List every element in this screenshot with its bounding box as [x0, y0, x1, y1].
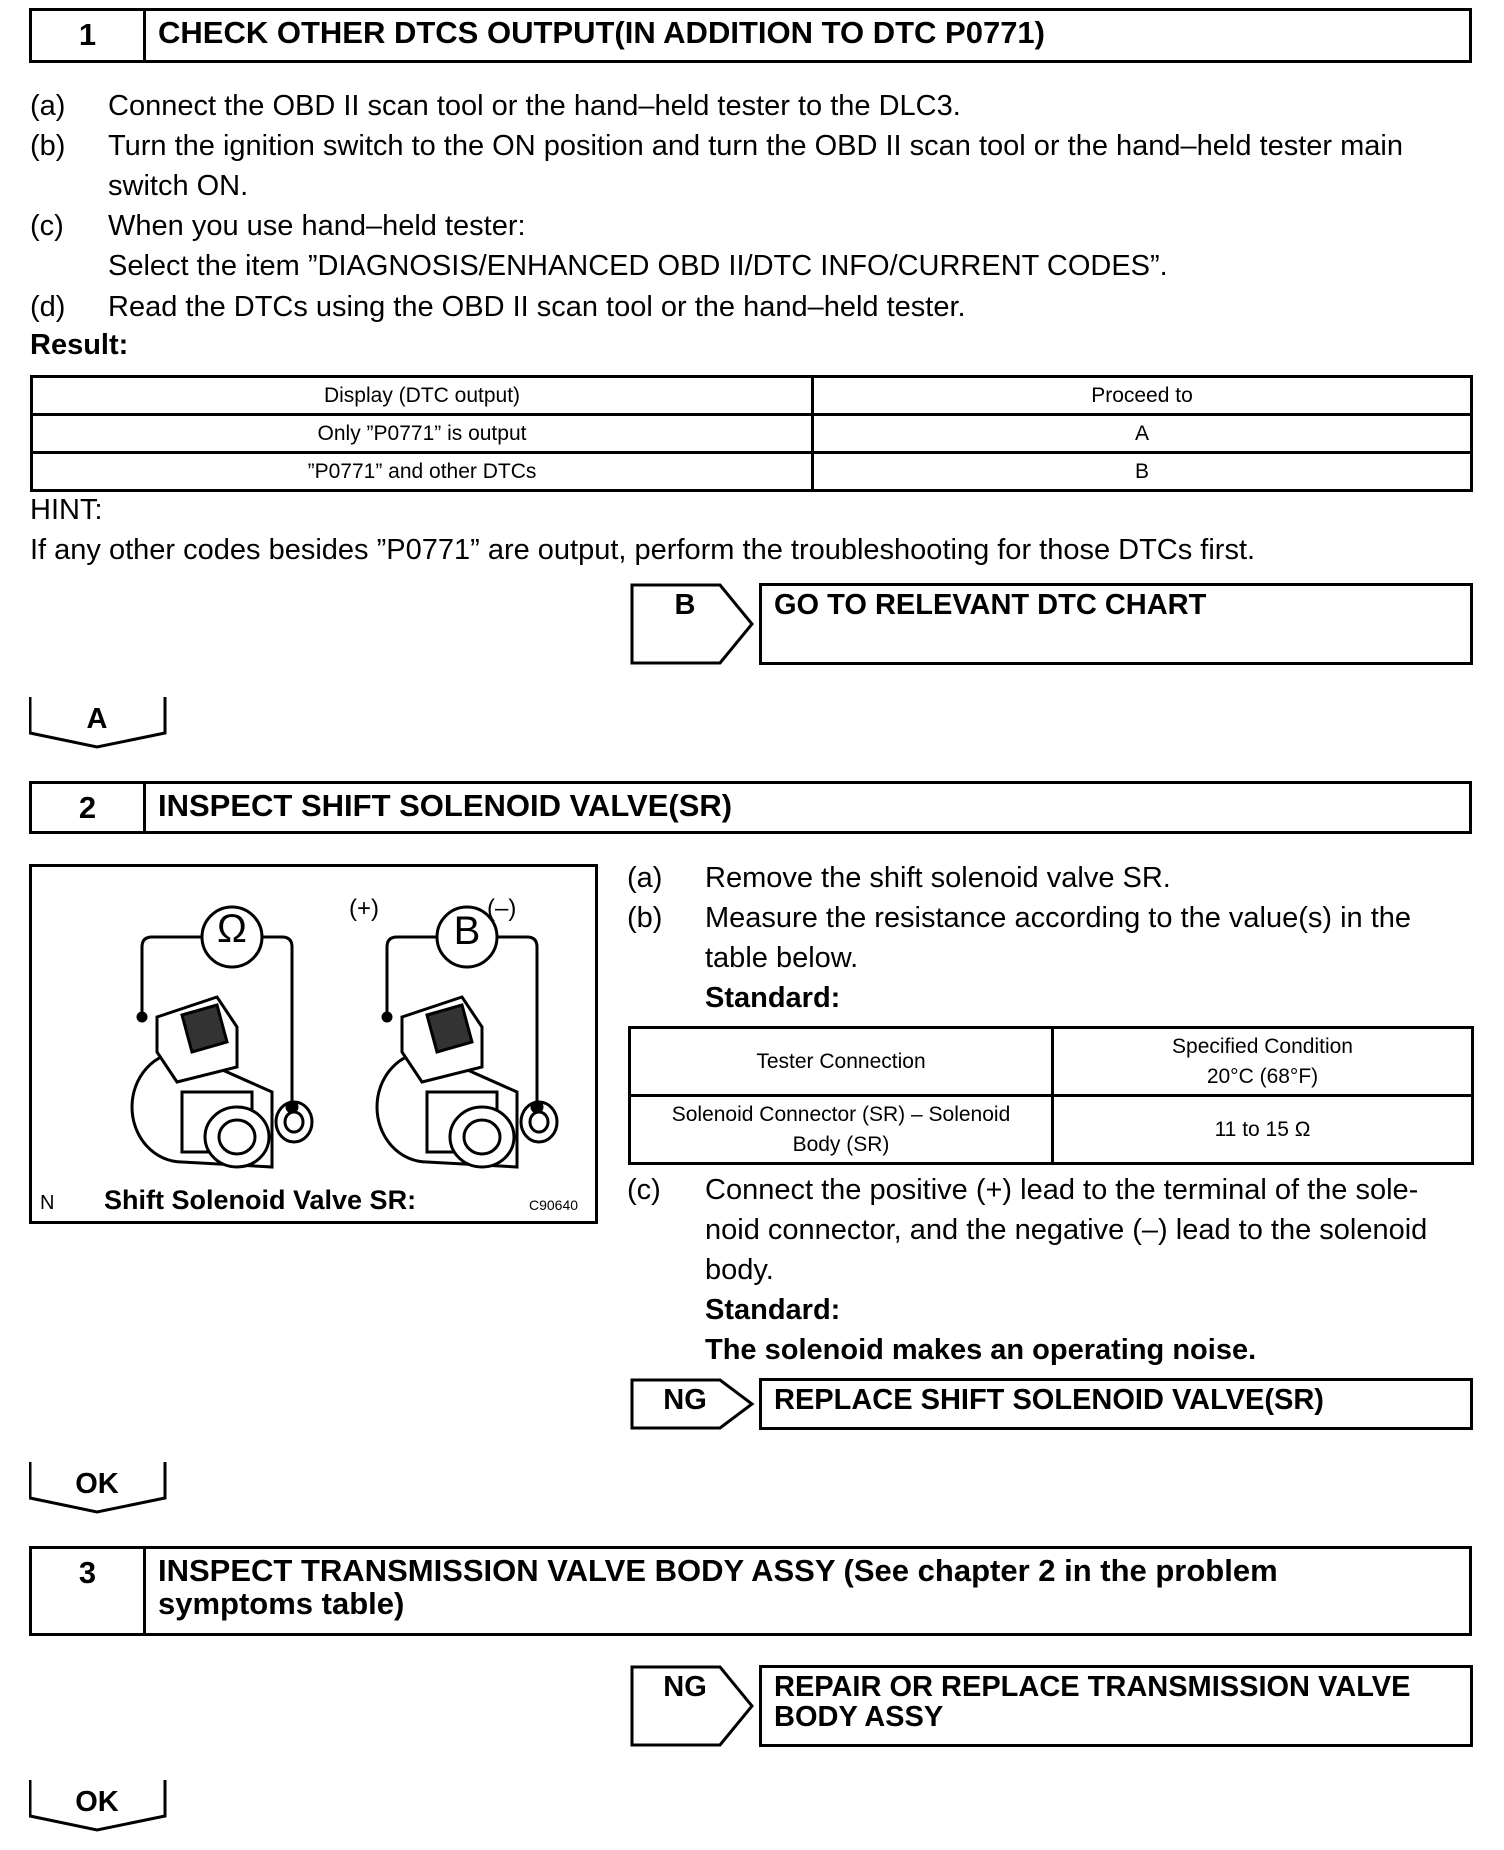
solenoid-figure	[29, 864, 598, 1224]
instruction-b: (b) Turn the ignition switch to the ON position and turn the OBD II scan tool or the hand–held tester main switch ON.	[30, 130, 1403, 202]
ohm-symbol: Ω	[217, 907, 247, 951]
figure-code: C90640	[529, 1197, 579, 1213]
branch-code: B	[674, 589, 696, 621]
table-header: Proceed to	[813, 377, 1472, 415]
table-header: Specified Condition 20°C (68°F)	[1053, 1028, 1473, 1096]
branch-b[interactable]	[630, 583, 1473, 665]
battery-symbol: B	[453, 909, 481, 953]
step-title: CHECK OTHER DTCS OUTPUT(IN ADDITION TO DTC P0771)	[158, 15, 1045, 50]
figure-caption: Shift Solenoid Valve SR:	[104, 1185, 417, 1215]
branch-ng[interactable]	[630, 1665, 1473, 1747]
branch-destination: GO TO RELEVANT DTC CHART	[759, 583, 1473, 665]
step-1-header	[29, 8, 1472, 63]
proceed-ok[interactable]: OK	[29, 1780, 169, 1832]
step-2-header	[29, 781, 1472, 834]
step-title: INSPECT SHIFT SOLENOID VALVE(SR)	[158, 788, 733, 823]
table-cell: Solenoid Connector (SR) – Solenoid Body (SR)	[630, 1096, 1053, 1164]
branch-ng[interactable]	[630, 1378, 1473, 1430]
result-table	[30, 375, 1473, 492]
proceed-ok[interactable]: OK	[29, 1462, 169, 1514]
table-cell: 11 to 15 Ω	[1053, 1096, 1473, 1164]
instruction-c: (c) When you use hand–held tester: Select the item ”DIAGNOSIS/ENHANCED OBD II/DTC INFO/CURRENT CODES”.	[30, 210, 1168, 282]
branch-code: NG	[663, 1671, 707, 1703]
table-header: Tester Connection	[630, 1028, 1053, 1096]
step-number: 3	[32, 1549, 146, 1633]
step-number: 2	[32, 784, 146, 831]
plus-label: (+)	[349, 895, 379, 922]
instruction-c: (c) Connect the positive (+) lead to the terminal of the sole- noid connector, and the negative (–) lead to the solenoid body.	[627, 1174, 1428, 1286]
standard-label: Standard:	[705, 1294, 841, 1326]
proceed-a[interactable]: A	[29, 697, 169, 749]
standard-table	[628, 1026, 1474, 1165]
table-cell: A	[813, 415, 1472, 453]
table-cell: Only ”P0771” is output	[32, 415, 813, 453]
hint-label: HINT:	[30, 494, 103, 526]
instruction-a: (a) Connect the OBD II scan tool or the hand–held tester to the DLC3.	[30, 90, 961, 122]
hint-text: If any other codes besides ”P0771” are output, perform the troubleshooting for those DTCs first.	[30, 534, 1256, 566]
branch-destination: REPAIR OR REPLACE TRANSMISSION VALVE BODY ASSY	[759, 1665, 1473, 1747]
step-title: INSPECT TRANSMISSION VALVE BODY ASSY (See chapter 2 in the problem symptoms table)	[158, 1553, 1278, 1621]
branch-destination: REPLACE SHIFT SOLENOID VALVE(SR)	[759, 1378, 1473, 1430]
step-3-header	[29, 1546, 1472, 1636]
instruction-b: (b) Measure the resistance according to the value(s) in the table below.	[627, 902, 1412, 974]
table-header: Display (DTC output)	[32, 377, 813, 415]
figure-corner-letter: N	[40, 1192, 55, 1214]
standard-text: The solenoid makes an operating noise.	[705, 1334, 1257, 1366]
branch-code: NG	[663, 1384, 707, 1416]
standard-label: Standard:	[705, 982, 841, 1014]
result-label: Result:	[30, 329, 129, 361]
instruction-a: (a) Remove the shift solenoid valve SR.	[627, 862, 1171, 894]
instruction-d: (d) Read the DTCs using the OBD II scan tool or the hand–held tester.	[30, 291, 966, 323]
table-cell: ”P0771” and other DTCs	[32, 453, 813, 491]
minus-label: (–)	[487, 895, 517, 922]
step-number: 1	[32, 11, 146, 60]
table-cell: B	[813, 453, 1472, 491]
